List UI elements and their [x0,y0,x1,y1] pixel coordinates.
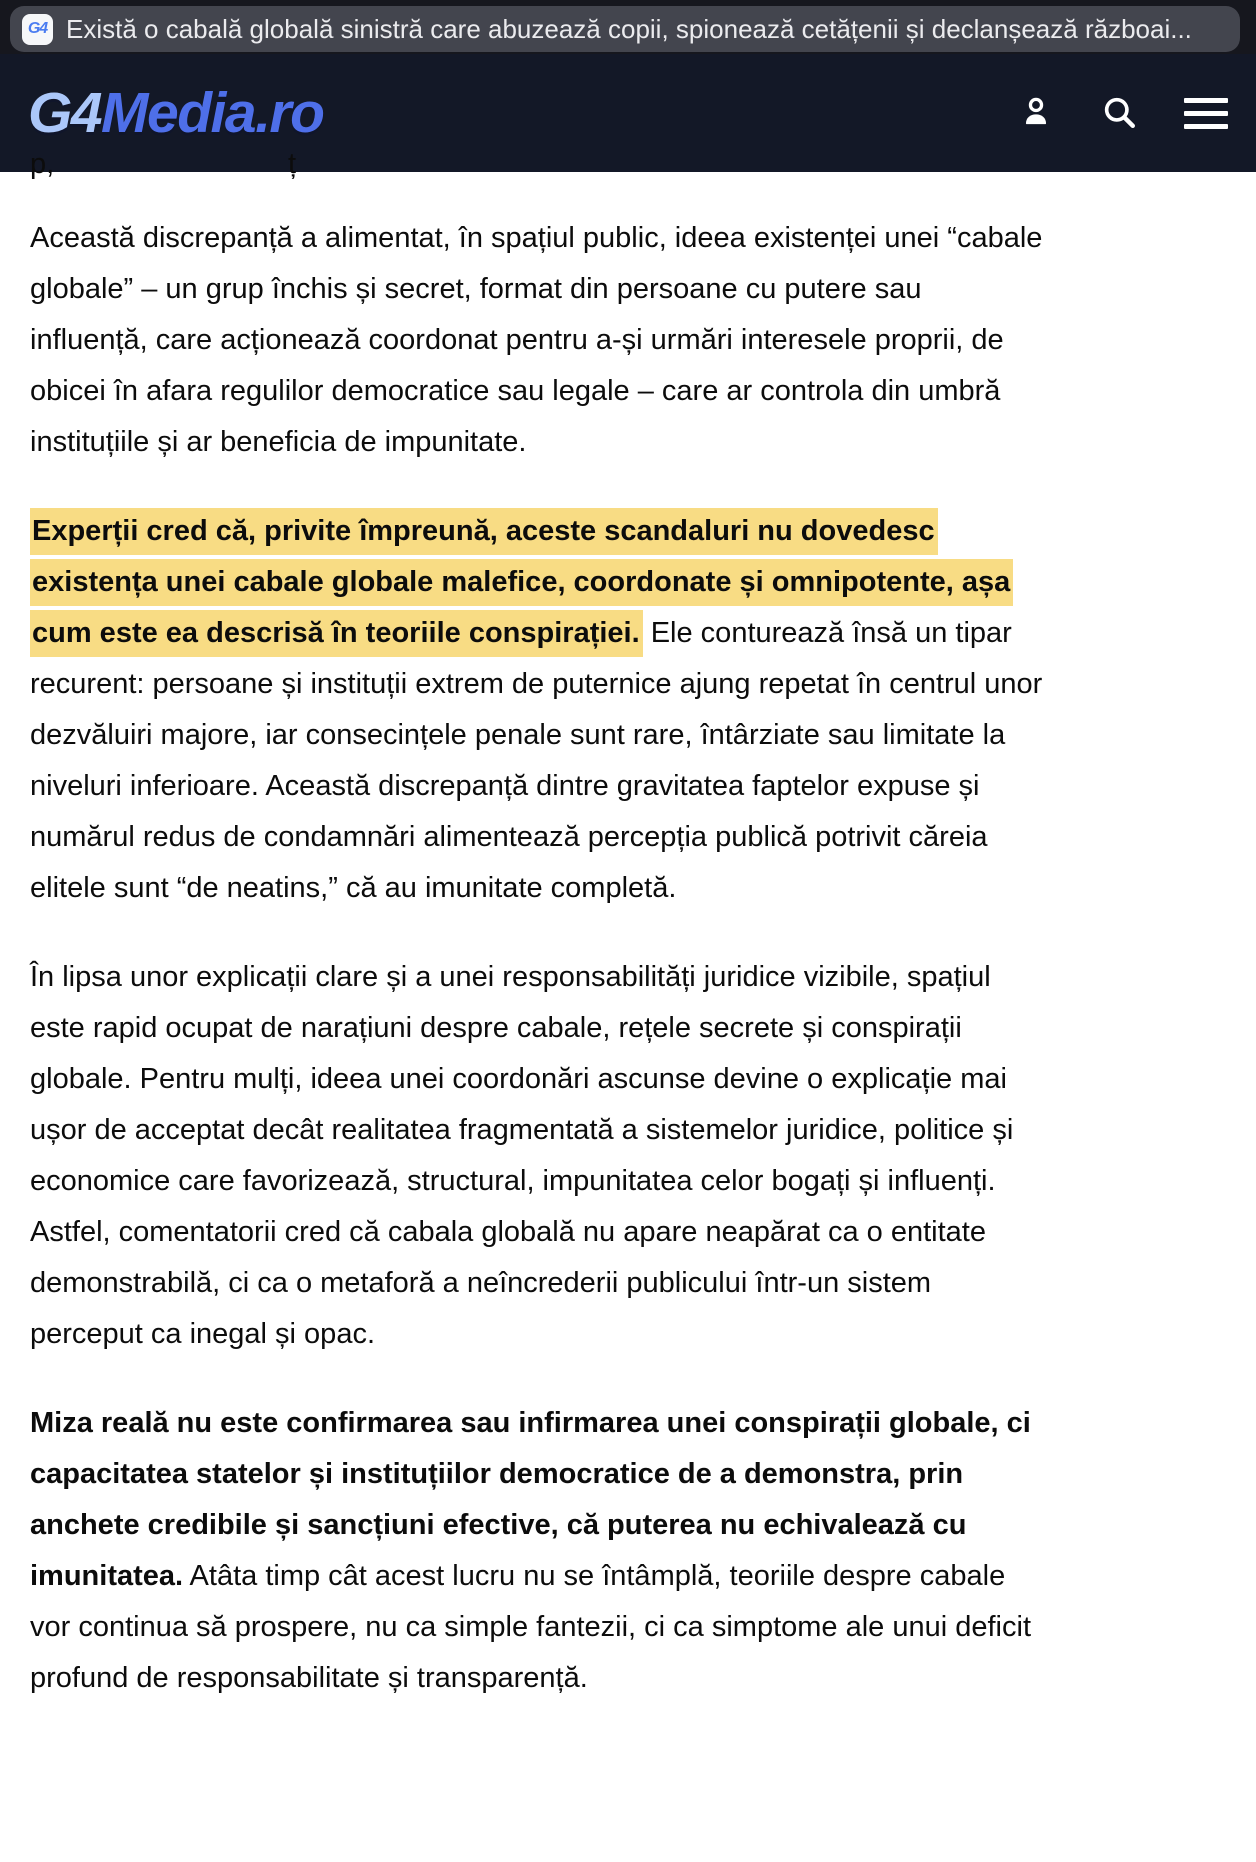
paragraph [30,1398,1045,1704]
paragraph [30,213,1045,468]
search-button[interactable] [1100,93,1138,134]
paragraph-text: Această discrepanță a alimentat, în spațiul public, ideea existenței unei “cabale globale” – un grup închis și secret, format din persoane cu putere sau influență, care acționează coordonat pentru a-și urmări interesele proprii, de obicei în afara regulilor democratice sau legale – care ar controla din umbră instituțiile și ar beneficia de impunitate. [30,222,1043,458]
article-body [0,148,1075,1704]
highlighted-text: Experții cred că, privite împreună, aceste scandaluri nu dovedesc existența unei cabale globale malefice, coordonate și omnipotente, așa cum este ea descrisă în teoriile conspirației. [30,508,1013,657]
paragraph-text: Atâta timp cât acest lucru nu se întâmplă, teoriile despre cabale vor continua să prospere, nu ca simple fantezii, ci ca simptome ale unui deficit profund de responsabilitate și transparență. [30,1560,1031,1694]
paragraph [30,952,1045,1360]
tab-title: Există o cabală globală sinistră care abuzează copii, spionează cetățenii și declanșează războai... [66,13,1192,44]
clipped-fragment: ț [288,148,297,180]
clipped-text-remnant [30,148,1045,185]
g4-favicon-icon: G4 [22,14,53,45]
browser-tab-bar [0,0,1256,54]
paragraph-text: Ele conturează însă un tipar recurent: persoane și instituții extrem de puternice ajung repetat în centrul unor dezvăluiri majore, iar consecințele penale sunt rare, întârziate sau limitate la niveluri inferioare. Această discrepanță dintre gravitatea faptelor expuse și numărul redus de condamnări alimentează percepția publică potrivit căreia elitele sunt “de neatins,” că au imunitate completă. [30,617,1043,904]
logo-text-secondary: Media.ro [101,81,324,145]
bold-text: Miza reală nu este confirmarea sau infirmarea unei conspirații globale, ci capacitatea statelor și instituțiilor democratice de a demonstra, prin anchete credibile și sancțiuni efective, că puterea nu echivalează cu imunitatea. [30,1407,1031,1592]
paragraph-text: În lipsa unor explicații clare și a unei responsabilități juridice vizibile, spațiul este rapid ocupat de narațiuni despre cabale, rețele secrete și conspirații globale. Pentru mulți, ideea unei coordonări ascunse devine o explicație mai ușor de acceptat decât realitatea fragmentată a sistemelor juridice, politice și economice care favorizează, structural, impunitatea celor bogați și influenți. Astfel, comentatorii cred că cabala globală nu apare neapărat ca o entitate demonstrabilă, ci ca o metaforă a neîncrederii publicului într-un sistem perceput ca inegal și opac. [30,961,1014,1350]
paragraph [30,506,1045,914]
clipped-fragment: p, [30,148,55,180]
hamburger-menu-icon [1184,98,1228,129]
header-icons [1018,93,1228,134]
browser-tab[interactable] [10,6,1240,52]
site-logo[interactable] [28,80,323,146]
person-icon [1018,93,1054,134]
logo-text-primary: G4 [28,81,102,145]
menu-button[interactable] [1184,98,1228,129]
site-header [0,54,1256,172]
account-button[interactable] [1018,93,1054,134]
search-icon [1100,93,1138,134]
